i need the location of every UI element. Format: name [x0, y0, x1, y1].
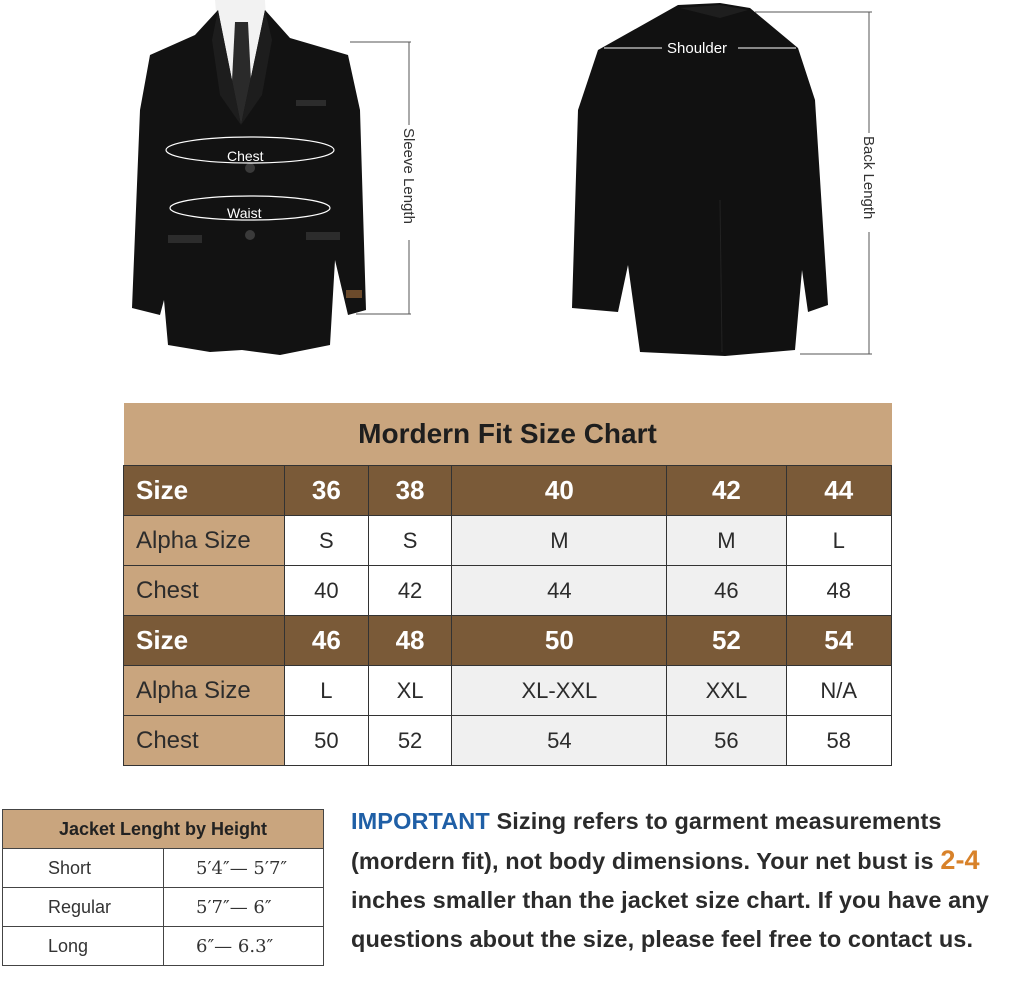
chest-row [124, 566, 892, 616]
shoulder-measure-label: Shoulder [667, 40, 728, 57]
important-note [351, 802, 1014, 959]
size-cell: 40 [452, 466, 667, 516]
alpha-size-row [124, 666, 892, 716]
length-value: 6″— 6.3″ [164, 927, 324, 966]
size-cell: 46 [285, 616, 369, 666]
length-label: Regular [3, 888, 164, 927]
row-label: Chest [124, 716, 285, 766]
length-row [3, 849, 324, 888]
length-value: 5′4″— 5′7″ [164, 849, 324, 888]
table-cell: M [667, 516, 786, 566]
table-cell: XXL [667, 666, 786, 716]
size-header-label: Size [124, 616, 285, 666]
note-text-part2: inches smaller than the jacket size chart. If you have any questions about the size, please feel free to contact us. [351, 887, 989, 952]
size-cell: 48 [368, 616, 452, 666]
size-chart-title: Mordern Fit Size Chart [124, 403, 892, 466]
size-cell: 42 [667, 466, 786, 516]
back-length-label: Back Length [860, 136, 877, 220]
table-cell: L [786, 516, 892, 566]
note-number: 2-4 [940, 845, 980, 875]
size-cell: 52 [667, 616, 786, 666]
table-cell: L [285, 666, 369, 716]
length-row [3, 888, 324, 927]
sleeve-length-label: Sleeve Length [400, 128, 417, 224]
length-value: 5′7″— 6″ [164, 888, 324, 927]
table-cell: 44 [452, 566, 667, 616]
size-cell: 54 [786, 616, 892, 666]
table-cell: 50 [285, 716, 369, 766]
length-label: Short [3, 849, 164, 888]
table-cell: 56 [667, 716, 786, 766]
size-cell: 44 [786, 466, 892, 516]
table-cell: S [368, 516, 452, 566]
table-cell: 48 [786, 566, 892, 616]
table-cell: 52 [368, 716, 452, 766]
size-cell: 36 [285, 466, 369, 516]
modern-fit-size-chart [123, 403, 892, 766]
table-cell: 58 [786, 716, 892, 766]
size-cell: 50 [452, 616, 667, 666]
alpha-size-row [124, 516, 892, 566]
row-label: Chest [124, 566, 285, 616]
table-cell: XL [368, 666, 452, 716]
front-jacket-illustration [120, 0, 440, 370]
note-text-part1: Sizing refers to garment measurements (mordern fit), not body dimensions. Your net bust is [351, 808, 942, 874]
table-cell: 40 [285, 566, 369, 616]
row-label: Alpha Size [124, 516, 285, 566]
table-cell: N/A [786, 666, 892, 716]
size-header-row [124, 616, 892, 666]
size-header-row [124, 466, 892, 516]
table-cell: XL-XXL [452, 666, 667, 716]
chest-row [124, 716, 892, 766]
size-cell: 38 [368, 466, 452, 516]
length-label: Long [3, 927, 164, 966]
jacket-length-title: Jacket Lenght by Height [3, 810, 324, 849]
table-cell: 54 [452, 716, 667, 766]
jacket-length-table [2, 809, 324, 966]
waist-measure-label: Waist [227, 205, 262, 221]
table-cell: 46 [667, 566, 786, 616]
row-label: Alpha Size [124, 666, 285, 716]
chest-measure-label: Chest [227, 148, 264, 164]
table-cell: S [285, 516, 369, 566]
table-cell: 42 [368, 566, 452, 616]
important-label: IMPORTANT [351, 808, 490, 834]
length-row [3, 927, 324, 966]
size-header-label: Size [124, 466, 285, 516]
table-cell: M [452, 516, 667, 566]
back-jacket-illustration [560, 0, 890, 370]
